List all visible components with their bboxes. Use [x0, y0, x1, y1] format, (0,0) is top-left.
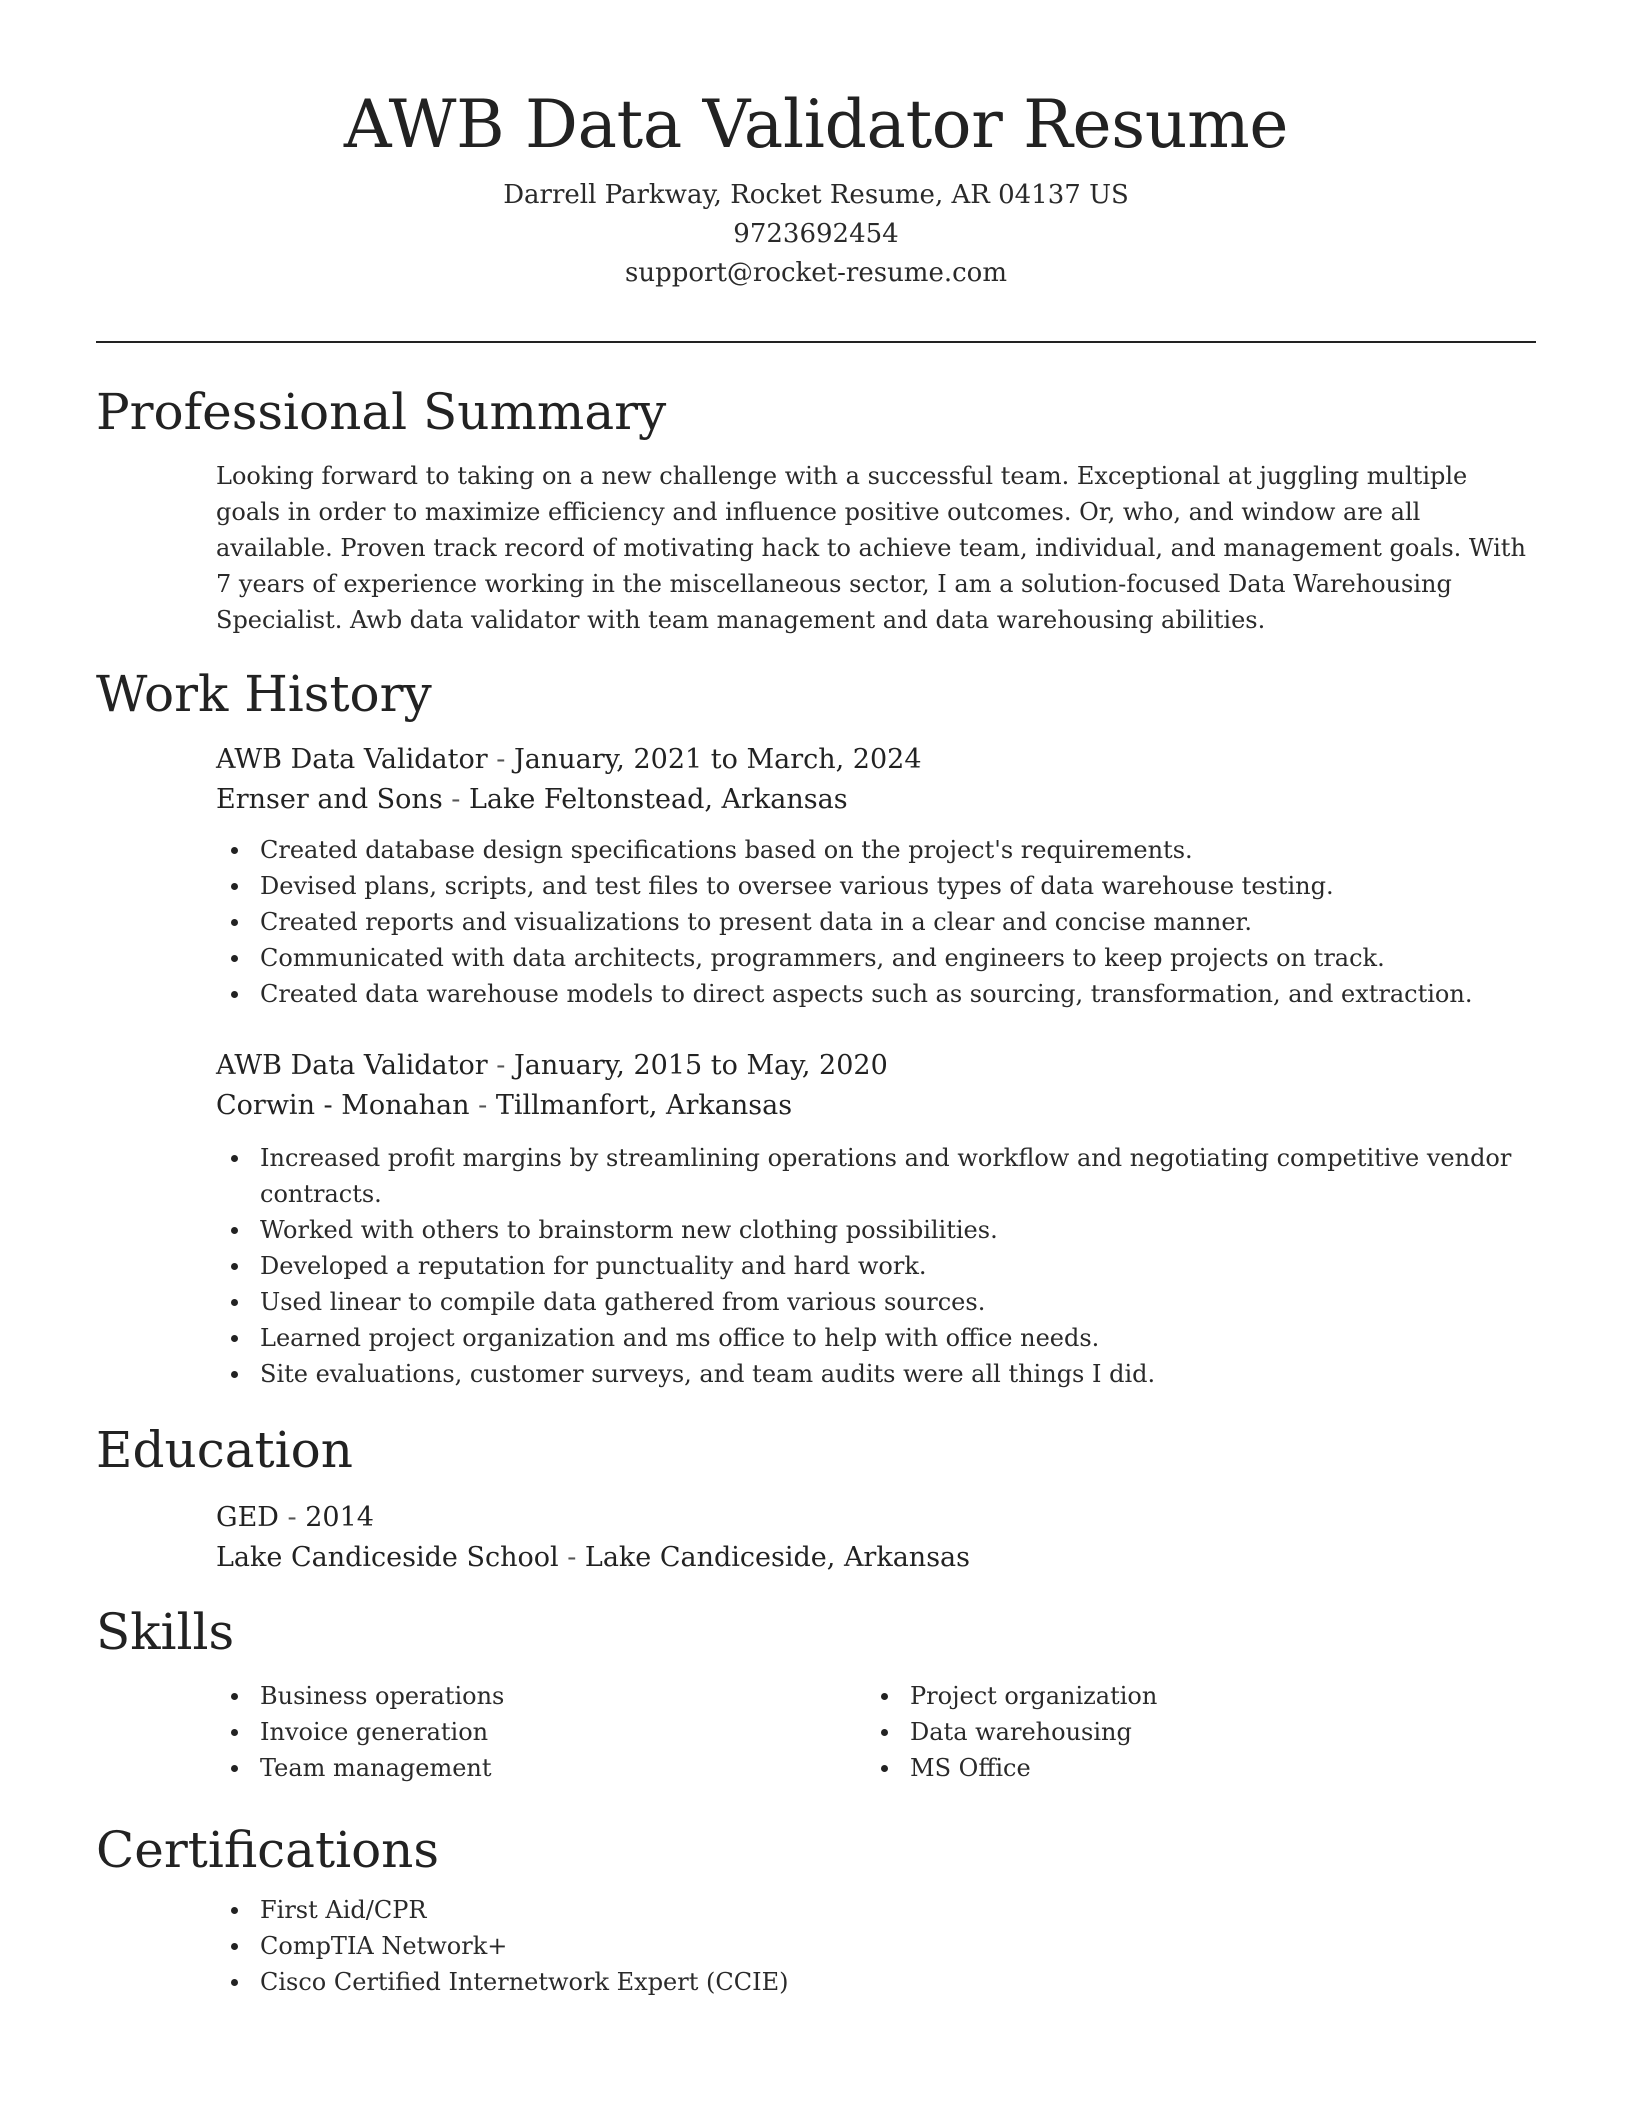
header-divider	[96, 341, 1536, 343]
education-school: Lake Candiceside School	[216, 1542, 559, 1573]
skills-heading: Skills	[96, 1603, 235, 1661]
job-entry	[216, 1046, 1536, 1392]
job-entry	[216, 740, 1536, 1012]
job-title: AWB Data Validator	[216, 1050, 488, 1081]
separator: -	[469, 1090, 496, 1121]
contact-address: Darrell Parkway, Rocket Resume, AR 04137 US	[503, 180, 1129, 210]
bullet-dot-icon	[231, 1227, 238, 1234]
skills-list-right	[866, 1678, 1516, 1786]
contact-info	[96, 176, 1536, 293]
bullet-dot-icon	[881, 1765, 888, 1772]
job-company: Ernser and Sons	[216, 784, 443, 815]
job-bullet: Created data warehouse models to direct aspects such as sourcing, transformation, and extraction.	[216, 976, 1536, 1012]
job-bullet: Developed a reputation for punctuality and hard work.	[216, 1248, 1536, 1284]
certifications-section	[216, 1892, 1536, 2000]
bullet-dot-icon	[231, 883, 238, 890]
work-history-heading: Work History	[96, 665, 432, 723]
bullet-dot-icon	[881, 1729, 888, 1736]
separator: -	[558, 1542, 585, 1573]
certification-item: CompTIA Network+	[216, 1928, 1536, 1964]
job-title: AWB Data Validator	[216, 744, 488, 775]
education-heading: Education	[96, 1421, 353, 1479]
job-company: Corwin - Monahan	[216, 1090, 470, 1121]
education-year: 2014	[305, 1502, 374, 1533]
separator: -	[278, 1502, 306, 1533]
resume-title: AWB Data Validator Resume	[343, 86, 1289, 163]
job-bullet: Site evaluations, customer surveys, and team audits were all things I did.	[216, 1356, 1536, 1392]
contact-email: support@rocket-resume.com	[624, 258, 1007, 288]
separator: -	[487, 1050, 514, 1081]
skill-item: Project organization	[866, 1678, 1516, 1714]
separator: -	[487, 744, 514, 775]
job-bullet-list	[216, 1140, 1536, 1392]
education-location: Lake Candiceside, Arkansas	[584, 1542, 970, 1573]
skill-item: Data warehousing	[866, 1714, 1516, 1750]
bullet-dot-icon	[231, 991, 238, 998]
education-entry	[216, 1498, 1536, 1578]
summary-text: Looking forward to taking on a new challenge with a successful team. Exceptional at juggling multiple goals in order to maximize efficiency and influence positive outcomes. Or, who, and window are all available. Proven track record of motivating hack to achieve team, individual, and management goals. With 7 years of experience working in the miscellaneous sector, I am a solution-focused Data Warehousing Specialist. Awb data validator with team management and data warehousing abilities.	[216, 462, 1526, 634]
bullet-dot-icon	[231, 1263, 238, 1270]
bullet-dot-icon	[231, 1943, 238, 1950]
bullet-dot-icon	[231, 955, 238, 962]
job-company-line	[216, 780, 1536, 820]
certifications-list	[216, 1892, 1536, 2000]
job-bullet: Created database design specifications based on the project's requirements.	[216, 832, 1536, 868]
skill-item: Invoice generation	[216, 1714, 866, 1750]
education-degree-line	[216, 1498, 1536, 1538]
resume-header	[96, 78, 1536, 293]
job-bullet: Worked with others to brainstorm new clothing possibilities.	[216, 1212, 1536, 1248]
job-location: Lake Feltonstead, Arkansas	[468, 784, 848, 815]
bullet-dot-icon	[231, 1299, 238, 1306]
separator: -	[442, 784, 469, 815]
education-school-line	[216, 1538, 1536, 1578]
bullet-dot-icon	[231, 1155, 238, 1162]
job-bullet: Devised plans, scripts, and test files to oversee various types of data warehouse testing.	[216, 868, 1536, 904]
skills-list-left	[216, 1678, 866, 1786]
job-bullet: Created reports and visualizations to present data in a clear and concise manner.	[216, 904, 1536, 940]
job-dates: January, 2021 to March, 2024	[513, 744, 922, 775]
job-location: Tillmanfort, Arkansas	[495, 1090, 793, 1121]
certification-item: First Aid/CPR	[216, 1892, 1536, 1928]
job-title-line	[216, 1046, 1536, 1086]
job-company-line	[216, 1086, 1536, 1126]
skill-item: Business operations	[216, 1678, 866, 1714]
job-bullet: Used linear to compile data gathered from various sources.	[216, 1284, 1536, 1320]
bullet-dot-icon	[231, 1765, 238, 1772]
certification-item: Cisco Certified Internetwork Expert (CCIE)	[216, 1964, 1536, 2000]
job-bullet: Learned project organization and ms office to help with office needs.	[216, 1320, 1536, 1356]
bullet-dot-icon	[231, 1979, 238, 1986]
bullet-dot-icon	[231, 847, 238, 854]
job-dates: January, 2015 to May, 2020	[513, 1050, 888, 1081]
bullet-dot-icon	[231, 1729, 238, 1736]
bullet-dot-icon	[231, 1693, 238, 1700]
education-degree: GED	[216, 1502, 279, 1533]
job-title-line	[216, 740, 1536, 780]
job-bullet: Communicated with data architects, programmers, and engineers to keep projects on track.	[216, 940, 1536, 976]
bullet-dot-icon	[881, 1693, 888, 1700]
summary-heading: Professional Summary	[96, 383, 667, 441]
skill-item: MS Office	[866, 1750, 1516, 1786]
bullet-dot-icon	[231, 1907, 238, 1914]
skills-columns	[216, 1678, 1536, 1786]
bullet-dot-icon	[231, 919, 238, 926]
certifications-heading: Certifications	[96, 1821, 440, 1879]
bullet-dot-icon	[231, 1335, 238, 1342]
skills-section	[216, 1678, 1536, 1786]
bullet-dot-icon	[231, 1371, 238, 1378]
job-bullet: Increased profit margins by streamlining operations and workflow and negotiating competitive vendor contracts.	[216, 1140, 1536, 1212]
skill-item: Team management	[216, 1750, 866, 1786]
job-bullet-list	[216, 832, 1536, 1012]
summary-section	[216, 458, 1536, 638]
contact-phone: 9723692454	[733, 219, 899, 249]
